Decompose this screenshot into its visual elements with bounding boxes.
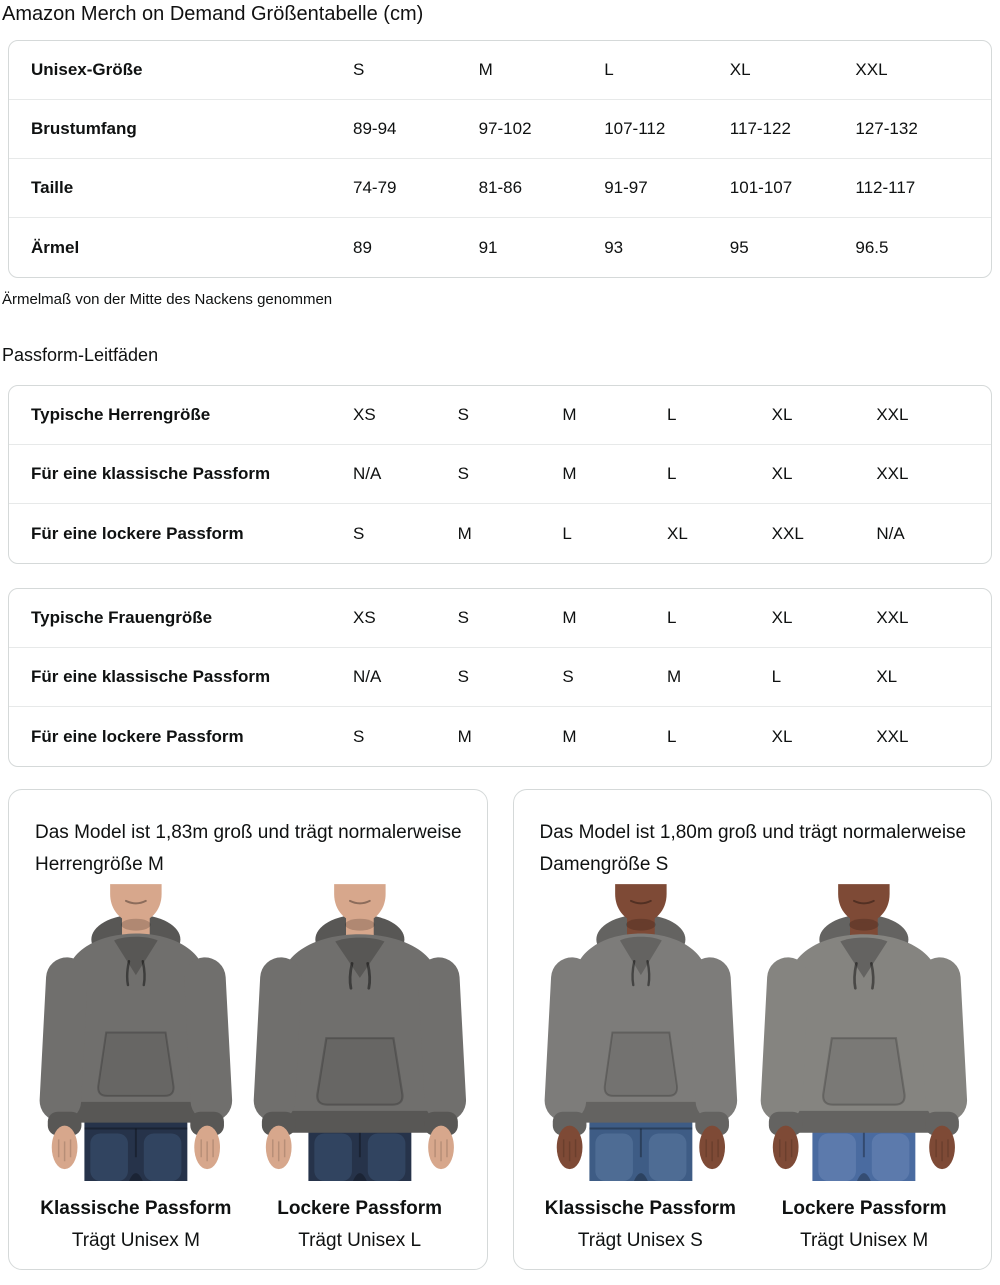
- row-label: Brustumfang: [31, 119, 137, 138]
- cell-value: L: [771, 667, 782, 686]
- sleeve-left: [39, 956, 89, 1169]
- cell-value: 93: [604, 237, 624, 257]
- cell-value: S: [353, 523, 365, 543]
- model-figure-women-loose: [755, 881, 973, 1253]
- model-photo-women-loose: [755, 881, 973, 1181]
- chin-shadow: [121, 919, 151, 931]
- cell-value: XL: [771, 405, 793, 424]
- model-photo-women-classic: [532, 881, 750, 1181]
- page-title: Amazon Merch on Demand Größentabelle (cm): [2, 3, 424, 25]
- cell-value: S: [353, 726, 365, 746]
- cell-value: 107-112: [604, 119, 666, 138]
- fit-table-men: [8, 385, 992, 564]
- table-row: [9, 445, 991, 504]
- cell-value: XXL: [876, 464, 909, 483]
- cell-value: M: [457, 523, 472, 543]
- fit-guides-heading: Passform-Leitfäden: [2, 345, 159, 365]
- cell-value: S: [562, 667, 574, 686]
- model-intro: Das Model ist 1,83m groß und trägt normalerweise Herrengröße M: [35, 822, 462, 875]
- cell-value: 89: [353, 237, 372, 257]
- row-label: Für eine lockere Passform: [31, 726, 244, 746]
- cell-value: L: [562, 523, 572, 543]
- size-label: Trägt Unisex M: [800, 1230, 929, 1251]
- size-label: Trägt Unisex M: [71, 1230, 200, 1251]
- fit-label: Lockere Passform: [277, 1198, 442, 1219]
- row-label: Für eine lockere Passform: [31, 523, 244, 543]
- row-label: Unisex-Größe: [31, 60, 143, 79]
- cell-value: L: [666, 726, 677, 746]
- cell-value: 101-107: [729, 178, 793, 197]
- sleeve-right: [183, 956, 233, 1169]
- chin-shadow: [345, 919, 375, 931]
- cell-value: XXL: [876, 405, 909, 424]
- cell-value: 95: [729, 237, 749, 257]
- cell-value: 74-79: [353, 178, 397, 197]
- table-row: [9, 386, 991, 445]
- sleeve-right: [688, 956, 738, 1169]
- fit-label: Lockere Passform: [781, 1198, 947, 1219]
- hem-band: [791, 1111, 936, 1133]
- sleeve-left: [760, 956, 810, 1169]
- kangaroo-pocket: [98, 1033, 173, 1096]
- cell-value: 89-94: [353, 119, 397, 138]
- chin-shadow: [626, 919, 656, 931]
- fit-label: Klassische Passform: [40, 1198, 232, 1219]
- hoodie-model-illustration: [27, 881, 245, 1181]
- table-row: [9, 100, 991, 159]
- cell-value: XS: [353, 405, 376, 424]
- cell-value: XL: [876, 667, 898, 686]
- cell-value: L: [666, 464, 677, 483]
- hoodie-torso: [277, 934, 443, 1131]
- cell-value: XXL: [876, 608, 909, 627]
- sleeve-right: [918, 956, 968, 1169]
- cell-value: L: [604, 60, 614, 79]
- sleeve-measure-note: Ärmelmaß von der Mitte des Nackens genommen: [2, 291, 333, 308]
- size-label: Trägt Unisex L: [298, 1230, 422, 1251]
- hoodie-model-illustration: [251, 881, 469, 1181]
- cell-value: XL: [666, 523, 688, 543]
- jeans: [84, 1118, 187, 1181]
- cell-value: M: [457, 726, 472, 746]
- cell-value: N/A: [876, 523, 905, 543]
- unisex-size-table: [8, 40, 992, 278]
- model-photo-men-classic: [27, 881, 245, 1181]
- cell-value: XXL: [876, 726, 909, 746]
- cell-value: 81-86: [478, 178, 523, 197]
- kangaroo-pocket: [604, 1033, 676, 1096]
- hem-band: [576, 1102, 705, 1123]
- model-intro: Das Model ist 1,80m groß und trägt normalerweise Damengröße S: [539, 822, 967, 875]
- chin-shadow: [849, 919, 879, 931]
- model-card-women: [513, 789, 993, 1270]
- jeans: [589, 1118, 692, 1181]
- table-row: [9, 648, 991, 707]
- model-card-men: [8, 789, 488, 1270]
- size-label: Trägt Unisex S: [577, 1230, 703, 1251]
- cell-value: S: [457, 464, 469, 483]
- hoodie-torso: [785, 934, 943, 1131]
- cell-value: 91: [478, 237, 498, 257]
- table-row: [9, 218, 991, 277]
- cell-value: S: [457, 608, 469, 627]
- cell-value: XXL: [771, 523, 804, 543]
- row-label: Taille: [31, 178, 74, 197]
- hem-band: [284, 1111, 436, 1133]
- cell-value: 91-97: [604, 178, 648, 197]
- row-label: Ärmel: [31, 237, 80, 257]
- sleeve-left: [543, 956, 593, 1169]
- cell-value: 97-102: [478, 119, 532, 138]
- cell-value: M: [562, 726, 577, 746]
- table-row: [9, 707, 991, 766]
- fit-table-women: [8, 588, 992, 767]
- row-label: Typische Frauengröße: [31, 608, 213, 627]
- cell-value: 127-132: [855, 119, 918, 138]
- cell-value: XS: [353, 608, 376, 627]
- model-photo-men-loose: [251, 881, 469, 1181]
- model-figure-women-classic: [532, 881, 750, 1253]
- table-row: [9, 159, 991, 218]
- model-cards: [8, 789, 992, 1270]
- cell-value: L: [666, 405, 677, 424]
- row-label: Typische Herrengröße: [31, 405, 211, 424]
- cell-value: XL: [771, 726, 793, 746]
- table-row: [9, 504, 991, 563]
- cell-value: N/A: [353, 667, 382, 686]
- model-figure-men-loose: [251, 881, 469, 1253]
- cell-value: S: [457, 667, 469, 686]
- cell-value: L: [666, 608, 677, 627]
- cell-value: S: [457, 405, 469, 424]
- cell-value: S: [353, 60, 365, 79]
- cell-value: N/A: [353, 464, 382, 483]
- table-row: [9, 589, 991, 648]
- model-figure-men-classic: [27, 881, 245, 1253]
- hoodie-model-illustration: [532, 881, 750, 1181]
- cell-value: M: [562, 464, 577, 483]
- cell-value: 96.5: [855, 237, 889, 257]
- cell-value: XL: [729, 60, 751, 79]
- cell-value: M: [562, 608, 577, 627]
- cell-value: M: [562, 405, 577, 424]
- hem-band: [69, 1102, 204, 1123]
- table-row: [9, 41, 991, 100]
- kangaroo-pocket: [823, 1038, 904, 1105]
- kangaroo-pocket: [317, 1038, 402, 1105]
- cell-value: XXL: [855, 60, 888, 79]
- sleeve-right: [417, 956, 467, 1169]
- hoodie-torso: [570, 934, 711, 1122]
- sleeve-left: [252, 956, 302, 1169]
- cell-value: 112-117: [855, 178, 916, 197]
- cell-value: XL: [771, 608, 793, 627]
- cell-value: XL: [771, 464, 793, 483]
- cell-value: M: [478, 60, 493, 79]
- cell-value: 117-122: [729, 119, 791, 138]
- row-label: Für eine klassische Passform: [31, 667, 271, 686]
- row-label: Für eine klassische Passform: [31, 464, 271, 483]
- cell-value: M: [666, 667, 682, 686]
- fit-label: Klassische Passform: [544, 1198, 736, 1219]
- hoodie-model-illustration: [755, 881, 973, 1181]
